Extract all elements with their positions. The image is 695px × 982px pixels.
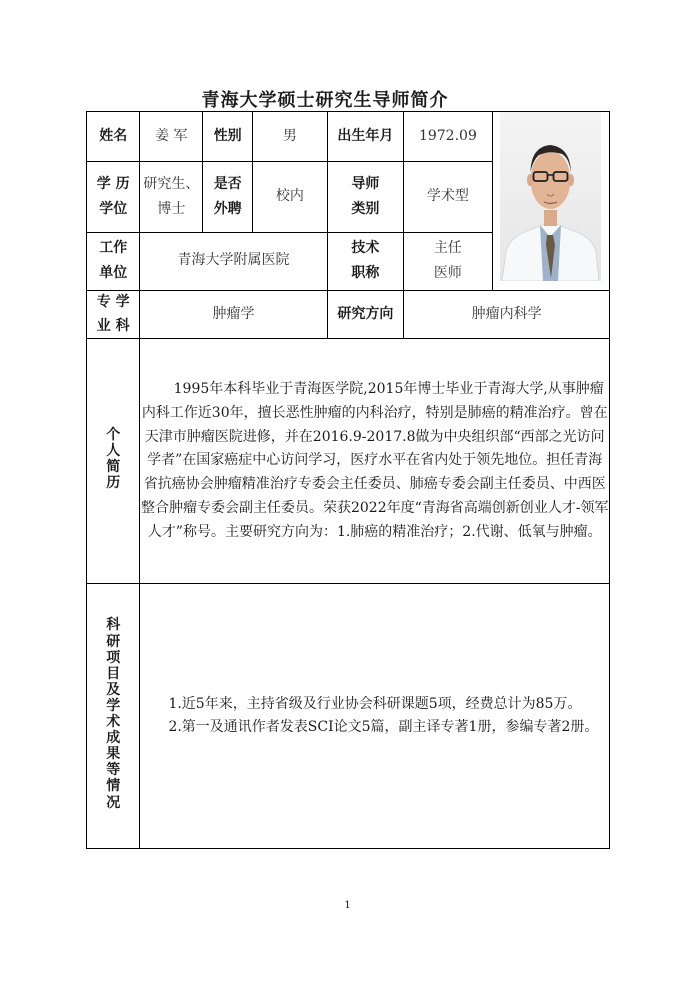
- work-unit-label-line-2: 单位: [99, 265, 128, 282]
- education-label: [87, 161, 140, 232]
- resume-label: [87, 339, 140, 584]
- specialty-label-line-1: 专 学: [96, 293, 130, 310]
- birth-value: 1972.09: [404, 112, 492, 162]
- specialty-label: [87, 290, 140, 339]
- title-label-line-2: 职称: [351, 265, 380, 282]
- title-label-line-1: 技术: [351, 239, 380, 256]
- title-label: [327, 232, 404, 290]
- supervisor-profile-table: [86, 111, 610, 849]
- supervisor-type-value: 学术型: [404, 161, 492, 232]
- title-value: [404, 232, 492, 290]
- document-title: 青海大学硕士研究生导师简介: [201, 90, 449, 111]
- research-item-1: 1.近5年来，主持省级及行业协会科研课题5项，经费总计为85万。: [168, 695, 582, 712]
- gender-value: 男: [253, 112, 327, 162]
- work-unit-value: 青海大学附属医院: [140, 232, 327, 290]
- education-label-line-2: 学位: [99, 200, 128, 217]
- work-unit-label-line-1: 工作: [99, 239, 128, 256]
- research-achievements-label: [87, 584, 140, 849]
- education-value-line-2: 博士: [157, 200, 186, 217]
- portrait-photo-icon: [500, 112, 601, 281]
- research-direction-value: 肿瘤内科学: [404, 290, 610, 339]
- name-value: 姜 军: [140, 112, 203, 162]
- education-value: [140, 161, 203, 232]
- page-number: 1: [344, 900, 351, 911]
- research-direction-label: 研究方向: [327, 290, 404, 339]
- gender-label: 性别: [203, 112, 253, 162]
- supervisor-type-label-line-2: 类别: [351, 200, 380, 217]
- supervisor-type-label: [327, 161, 404, 232]
- title-value-line-2: 医师: [433, 265, 462, 282]
- resume-label-text: 个人简历: [106, 426, 121, 492]
- external-label: [203, 161, 253, 232]
- supervisor-type-label-line-1: 导师: [351, 175, 380, 192]
- external-label-line-2: 外聘: [213, 200, 242, 217]
- research-achievements-content: [140, 584, 610, 849]
- external-label-line-1: 是否: [213, 175, 242, 192]
- research-achievements-label-text: 科研项目及学术成果等情况: [106, 617, 121, 811]
- research-item-2: 2.第一及通讯作者发表SCI论文5篇，副主译专著1册，参编专著2册。: [168, 719, 599, 736]
- external-value: 校内: [253, 161, 327, 232]
- portrait-photo: [492, 112, 609, 291]
- title-value-line-1: 主任: [433, 239, 462, 256]
- work-unit-label: [87, 232, 140, 290]
- name-label: 姓名: [87, 112, 140, 162]
- education-label-line-1: 学 历: [96, 175, 130, 192]
- resume-text: 1995年本科毕业于青海医学院,2015年博士毕业于青海大学,从事肿瘤内科工作近30年，擅长恶性肿瘤的内科治疗，特别是肺癌的精准治疗。曾在天津市肿瘤医院进修，并在2016.9-2017.8做为中央组织部“西部之光访问学者”在国家癌症中心访问学习，医疗水平在省内处于领先地位。担任青海省抗癌协会肿瘤精准治疗专委会主任委员、肺癌专委会副主任委员、中西医整合肿瘤专委会副主任委员。荣获2022年度“青海省高端创新创业人才-领军人才”称号。主要研究方向为：1.肺癌的精准治疗；2.代谢、低氧与肿瘤。: [140, 339, 610, 584]
- education-value-line-1: 研究生、: [143, 175, 200, 192]
- birth-label: 出生年月: [327, 112, 404, 162]
- specialty-label-line-2: 业 科: [96, 317, 130, 334]
- specialty-value: 肿瘤学: [140, 290, 327, 339]
